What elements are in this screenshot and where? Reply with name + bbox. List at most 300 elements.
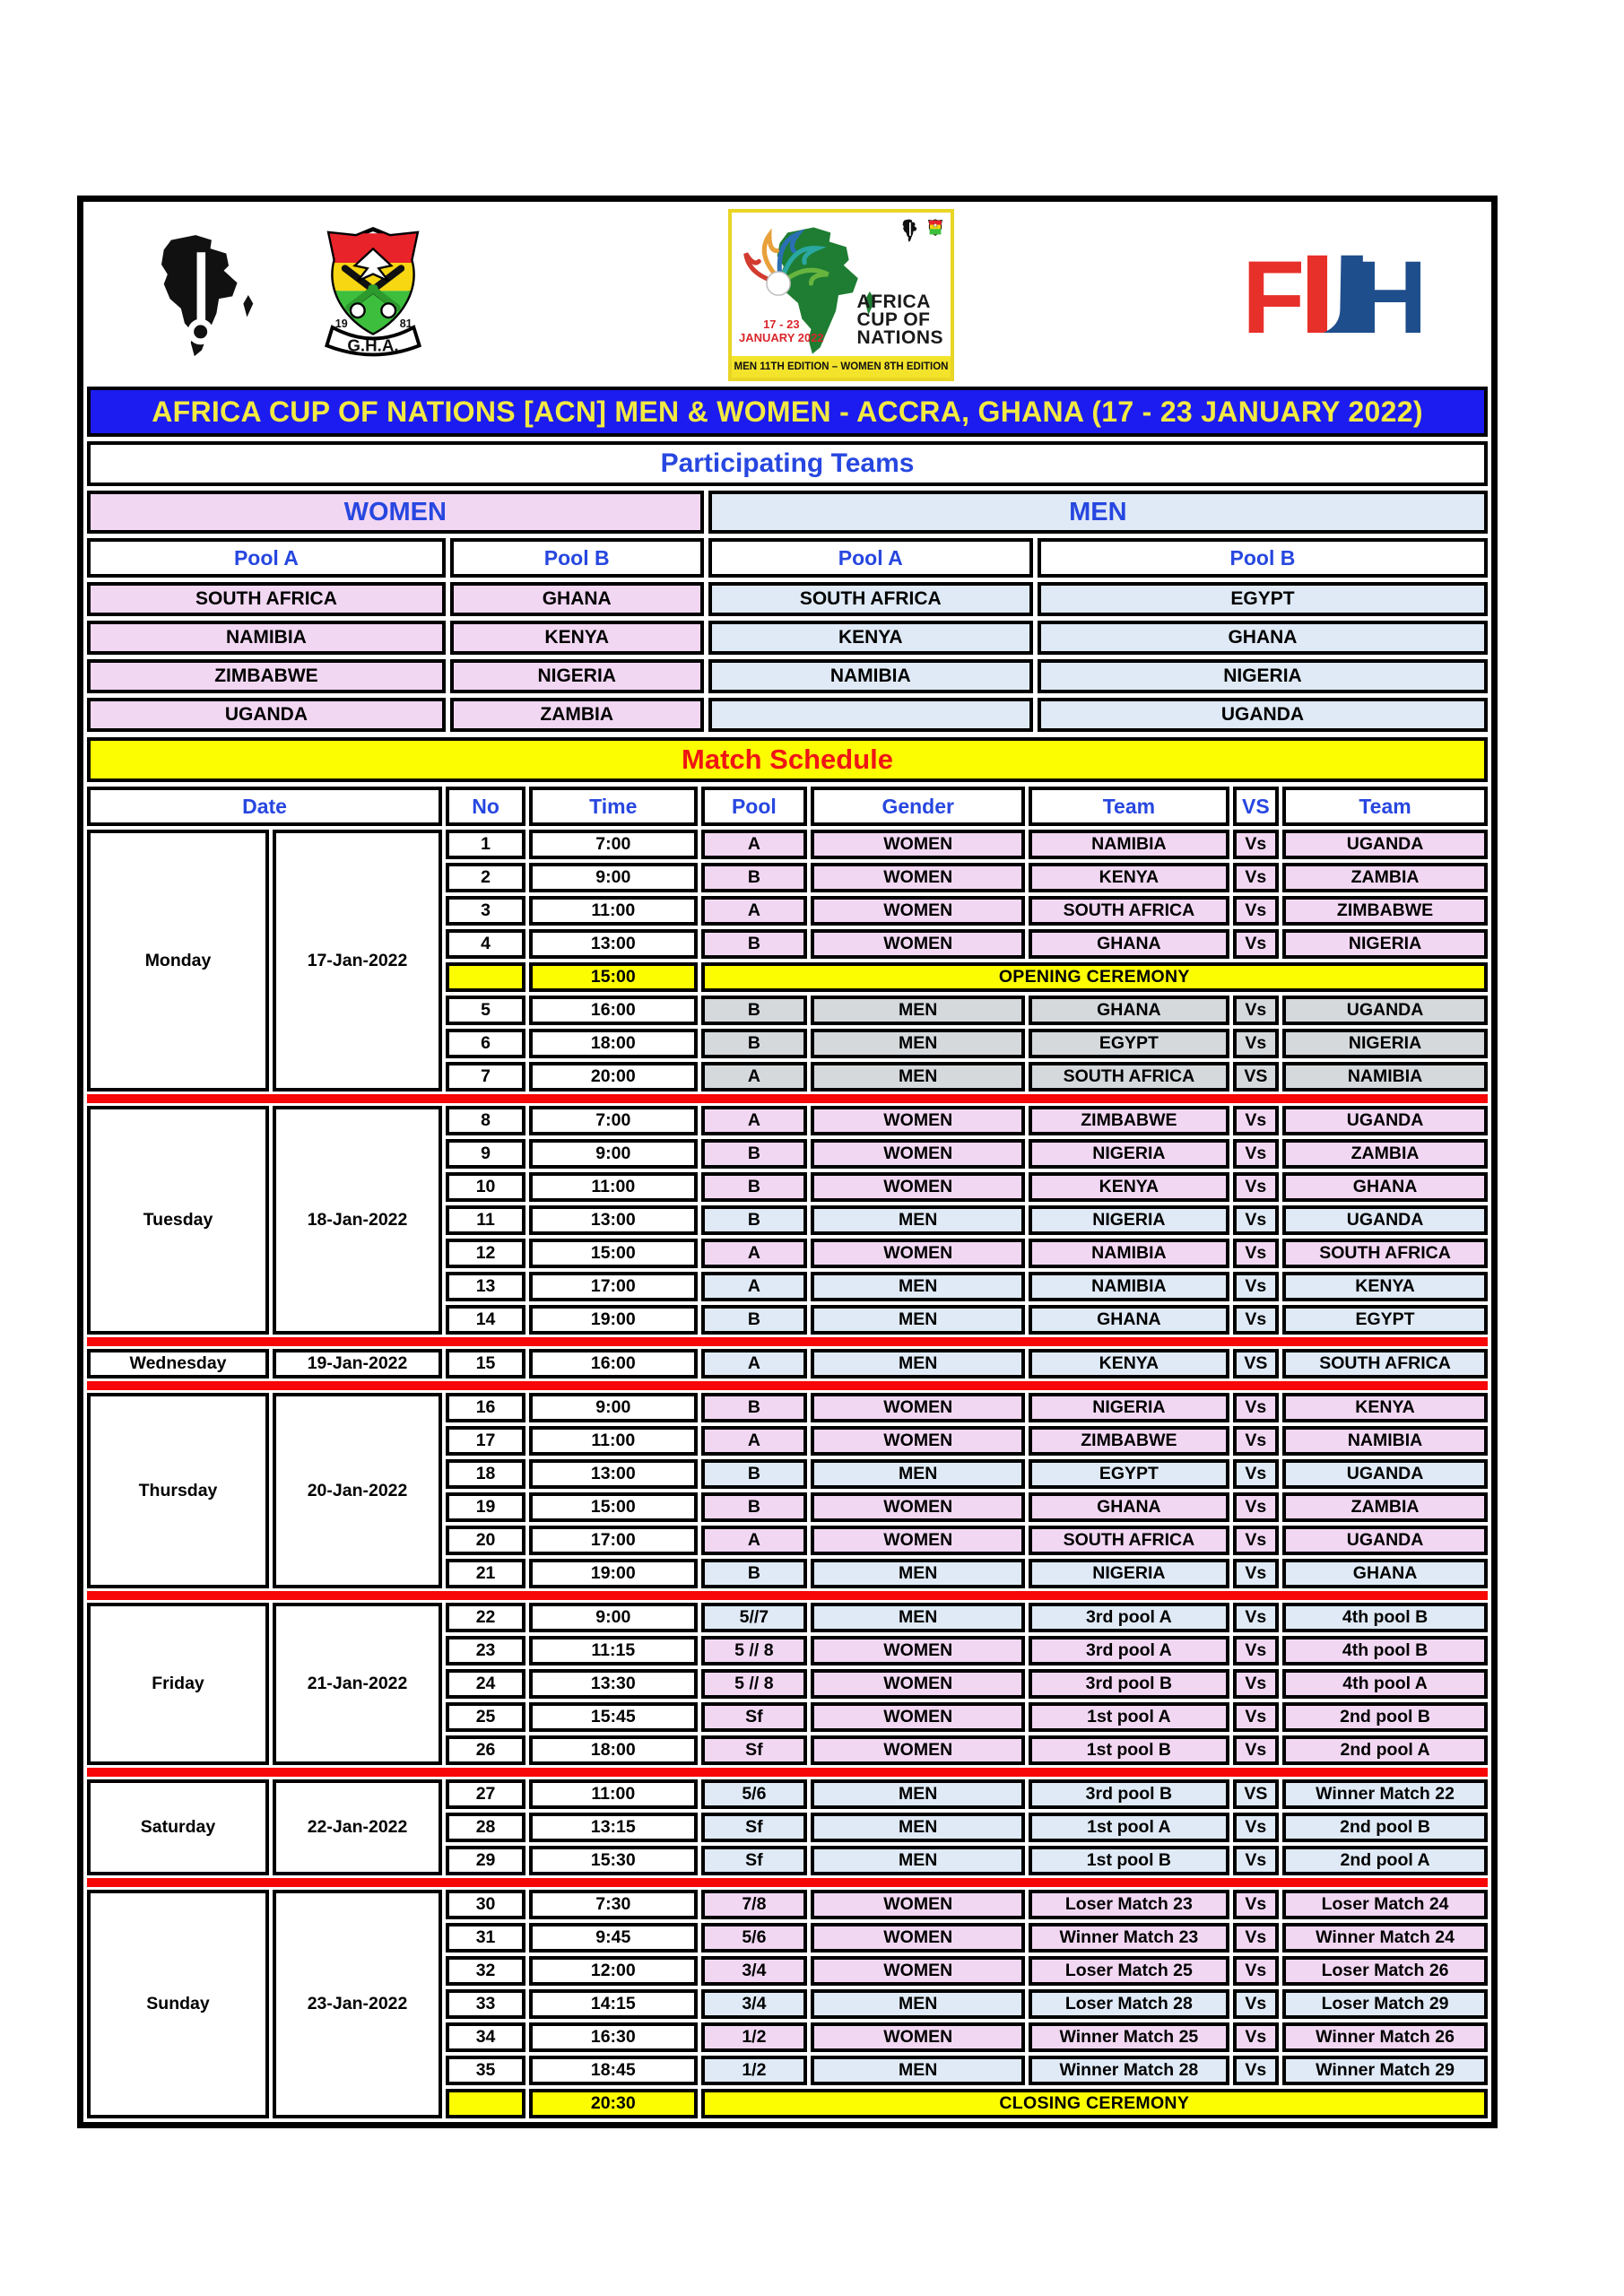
match-team-2: UGANDA bbox=[1282, 1205, 1488, 1235]
match-gender: WOMEN bbox=[811, 2022, 1025, 2052]
match-team-2: UGANDA bbox=[1282, 830, 1488, 859]
day-divider bbox=[87, 1878, 1488, 1887]
match-time: 13:00 bbox=[529, 1459, 697, 1489]
team-cell: NAMIBIA bbox=[708, 659, 1033, 693]
fih-logo-icon bbox=[1242, 241, 1430, 349]
match-time: 12:00 bbox=[529, 1956, 697, 1986]
match-gender: MEN bbox=[811, 996, 1025, 1025]
match-vs: Vs bbox=[1233, 1846, 1280, 1875]
match-gender: WOMEN bbox=[811, 1923, 1025, 1952]
day-group-thursday bbox=[87, 1393, 1488, 1588]
match-team-2: NIGERIA bbox=[1282, 929, 1488, 959]
day-group-wednesday bbox=[87, 1349, 1488, 1378]
match-time: 17:00 bbox=[529, 1526, 697, 1555]
match-team-2: 2nd pool A bbox=[1282, 1735, 1488, 1765]
match-pool: A bbox=[701, 1272, 808, 1301]
fih-letter-f: F bbox=[1242, 241, 1306, 349]
match-pool: 3/4 bbox=[701, 1989, 808, 2019]
match-time: 19:00 bbox=[529, 1305, 697, 1335]
match-vs: Vs bbox=[1233, 1393, 1280, 1422]
match-team-1: GHANA bbox=[1029, 1492, 1229, 1522]
team-cell: SOUTH AFRICA bbox=[87, 582, 446, 616]
acn-mini-crest-icon bbox=[925, 218, 945, 241]
match-vs: Vs bbox=[1233, 1459, 1280, 1489]
match-team-1: NAMIBIA bbox=[1029, 830, 1229, 859]
match-gender: MEN bbox=[811, 1779, 1025, 1809]
match-vs: Vs bbox=[1233, 1636, 1280, 1665]
team-cell: EGYPT bbox=[1038, 582, 1488, 616]
match-team-1: 1st pool A bbox=[1029, 1813, 1229, 1842]
match-gender: WOMEN bbox=[811, 1239, 1025, 1268]
match-team-1: EGYPT bbox=[1029, 1459, 1229, 1489]
day-divider bbox=[87, 1094, 1488, 1103]
gha-year-left: 19 bbox=[334, 317, 348, 330]
match-no: 14 bbox=[446, 1305, 525, 1335]
match-gender: WOMEN bbox=[811, 1426, 1025, 1456]
match-no: 13 bbox=[446, 1272, 525, 1301]
match-time: 9:00 bbox=[529, 1603, 697, 1632]
match-no: 16 bbox=[446, 1393, 525, 1422]
match-team-1: Winner Match 28 bbox=[1029, 2056, 1229, 2085]
match-vs: Vs bbox=[1233, 2056, 1280, 2085]
column-header-date: Date bbox=[87, 787, 442, 826]
team-cell: NAMIBIA bbox=[87, 621, 446, 655]
match-team-2: UGANDA bbox=[1282, 1459, 1488, 1489]
match-vs: Vs bbox=[1233, 996, 1280, 1025]
match-gender: MEN bbox=[811, 1989, 1025, 2019]
match-team-1: NIGERIA bbox=[1029, 1205, 1229, 1235]
participating-teams-table bbox=[87, 441, 1488, 732]
match-time: 18:45 bbox=[529, 2056, 697, 2085]
match-time: 13:15 bbox=[529, 1813, 697, 1842]
match-vs: Vs bbox=[1233, 1139, 1280, 1169]
match-vs: VS bbox=[1233, 1779, 1280, 1809]
match-no: 33 bbox=[446, 1989, 525, 2019]
match-team-2: GHANA bbox=[1282, 1172, 1488, 1202]
match-pool: Sf bbox=[701, 1702, 808, 1732]
match-vs: Vs bbox=[1233, 1526, 1280, 1555]
pool-header: Pool A bbox=[87, 538, 446, 578]
match-vs: Vs bbox=[1233, 1923, 1280, 1952]
day-name: Sunday bbox=[87, 1890, 269, 2118]
match-vs: VS bbox=[1233, 1349, 1280, 1378]
match-team-1: KENYA bbox=[1029, 1172, 1229, 1202]
match-pool: 5/6 bbox=[701, 1779, 808, 1809]
team-cell: ZIMBABWE bbox=[87, 659, 446, 693]
match-gender: MEN bbox=[811, 1603, 1025, 1632]
match-team-2: SOUTH AFRICA bbox=[1282, 1239, 1488, 1268]
match-vs: Vs bbox=[1233, 1559, 1280, 1588]
match-vs: Vs bbox=[1233, 1239, 1280, 1268]
match-vs: Vs bbox=[1233, 1989, 1280, 2019]
match-gender: WOMEN bbox=[811, 1526, 1025, 1555]
match-gender: WOMEN bbox=[811, 1956, 1025, 1986]
match-time: 15:00 bbox=[529, 1492, 697, 1522]
match-team-1: 1st pool A bbox=[1029, 1702, 1229, 1732]
match-no: 30 bbox=[446, 1890, 525, 1919]
match-no: 21 bbox=[446, 1559, 525, 1588]
day-date: 17-Jan-2022 bbox=[273, 830, 442, 1091]
match-team-2: 2nd pool B bbox=[1282, 1813, 1488, 1842]
team-cell bbox=[708, 698, 1033, 732]
match-pool: B bbox=[701, 1172, 808, 1202]
match-vs: VS bbox=[1233, 1062, 1280, 1091]
match-team-2: UGANDA bbox=[1282, 1526, 1488, 1555]
day-name: Monday bbox=[87, 830, 269, 1091]
match-pool: A bbox=[701, 1349, 808, 1378]
match-gender: WOMEN bbox=[811, 1669, 1025, 1699]
match-time: 11:00 bbox=[529, 1172, 697, 1202]
match-no: 4 bbox=[446, 929, 525, 959]
match-team-1: KENYA bbox=[1029, 1349, 1229, 1378]
match-team-2: UGANDA bbox=[1282, 996, 1488, 1025]
match-team-2: EGYPT bbox=[1282, 1305, 1488, 1335]
match-time: 15:30 bbox=[529, 1846, 697, 1875]
match-team-1: GHANA bbox=[1029, 996, 1229, 1025]
match-team-2: 2nd pool A bbox=[1282, 1846, 1488, 1875]
match-time: 16:00 bbox=[529, 1349, 697, 1378]
match-team-2: Loser Match 24 bbox=[1282, 1890, 1488, 1919]
match-vs: Vs bbox=[1233, 1702, 1280, 1732]
match-no: 34 bbox=[446, 2022, 525, 2052]
match-pool: A bbox=[701, 896, 808, 926]
match-no: 32 bbox=[446, 1956, 525, 1986]
match-team-2: Winner Match 22 bbox=[1282, 1779, 1488, 1809]
match-time: 7:00 bbox=[529, 830, 697, 859]
match-no: 9 bbox=[446, 1139, 525, 1169]
match-time: 20:00 bbox=[529, 1062, 697, 1091]
match-pool: B bbox=[701, 863, 808, 892]
match-team-1: NAMIBIA bbox=[1029, 1272, 1229, 1301]
match-team-2: Loser Match 26 bbox=[1282, 1956, 1488, 1986]
match-pool: B bbox=[701, 996, 808, 1025]
match-vs: Vs bbox=[1233, 1813, 1280, 1842]
gha-year-right: 81 bbox=[399, 317, 413, 330]
day-date: 18-Jan-2022 bbox=[273, 1106, 442, 1335]
match-time: 11:15 bbox=[529, 1636, 697, 1665]
match-team-2: 4th pool A bbox=[1282, 1669, 1488, 1699]
acn-title-line3: NATIONS bbox=[856, 327, 943, 349]
match-time: 19:00 bbox=[529, 1559, 697, 1588]
match-no: 12 bbox=[446, 1239, 525, 1268]
match-vs: Vs bbox=[1233, 1172, 1280, 1202]
match-team-1: Winner Match 25 bbox=[1029, 2022, 1229, 2052]
day-group-monday bbox=[87, 830, 1488, 1091]
match-time: 17:00 bbox=[529, 1272, 697, 1301]
match-team-2: Winner Match 29 bbox=[1282, 2056, 1488, 2085]
gha-crest-icon bbox=[306, 218, 440, 372]
match-team-2: NIGERIA bbox=[1282, 1029, 1488, 1058]
match-vs: Vs bbox=[1233, 830, 1280, 859]
match-gender: MEN bbox=[811, 1305, 1025, 1335]
match-schedule-body bbox=[87, 830, 1488, 2118]
match-pool: A bbox=[701, 1426, 808, 1456]
day-name: Saturday bbox=[87, 1779, 269, 1875]
match-no: 19 bbox=[446, 1492, 525, 1522]
document-title-bar: AFRICA CUP OF NATIONS [ACN] MEN & WOMEN - ACCRA, GHANA (17 - 23 JANUARY 2022) bbox=[87, 387, 1488, 437]
match-gender: WOMEN bbox=[811, 830, 1025, 859]
match-team-1: 1st pool B bbox=[1029, 1846, 1229, 1875]
match-team-1: Loser Match 25 bbox=[1029, 1956, 1229, 1986]
match-gender: WOMEN bbox=[811, 1636, 1025, 1665]
match-pool: A bbox=[701, 1239, 808, 1268]
match-pool: B bbox=[701, 1029, 808, 1058]
match-gender: MEN bbox=[811, 1205, 1025, 1235]
group-header-men: MEN bbox=[708, 491, 1488, 534]
ceremony-time: 20:30 bbox=[529, 2089, 697, 2118]
match-vs: Vs bbox=[1233, 1890, 1280, 1919]
day-group-saturday bbox=[87, 1779, 1488, 1875]
match-time: 13:30 bbox=[529, 1669, 697, 1699]
match-team-1: SOUTH AFRICA bbox=[1029, 896, 1229, 926]
ceremony-no-cell bbox=[446, 962, 525, 992]
match-team-1: 3rd pool B bbox=[1029, 1669, 1229, 1699]
match-team-2: GHANA bbox=[1282, 1559, 1488, 1588]
match-no: 24 bbox=[446, 1669, 525, 1699]
match-gender: WOMEN bbox=[811, 929, 1025, 959]
match-schedule-header-row bbox=[87, 787, 1488, 826]
match-gender: MEN bbox=[811, 1459, 1025, 1489]
match-time: 7:00 bbox=[529, 1106, 697, 1135]
match-gender: WOMEN bbox=[811, 1735, 1025, 1765]
acn-edition-strip: MEN 11TH EDITION – WOMEN 8TH EDITION bbox=[732, 354, 951, 378]
match-pool: 5/6 bbox=[701, 1923, 808, 1952]
match-pool: 5 // 8 bbox=[701, 1669, 808, 1699]
match-time: 18:00 bbox=[529, 1029, 697, 1058]
fih-letter-h: H bbox=[1352, 241, 1428, 349]
match-vs: Vs bbox=[1233, 2022, 1280, 2052]
ceremony-label: CLOSING CEREMONY bbox=[701, 2089, 1488, 2118]
day-date: 20-Jan-2022 bbox=[273, 1393, 442, 1588]
team-cell: UGANDA bbox=[1038, 698, 1488, 732]
match-gender: WOMEN bbox=[811, 1172, 1025, 1202]
match-team-1: NIGERIA bbox=[1029, 1139, 1229, 1169]
match-time: 11:00 bbox=[529, 1779, 697, 1809]
match-pool: A bbox=[701, 1106, 808, 1135]
match-no: 8 bbox=[446, 1106, 525, 1135]
match-time: 11:00 bbox=[529, 1426, 697, 1456]
match-gender: WOMEN bbox=[811, 1106, 1025, 1135]
match-team-1: NIGERIA bbox=[1029, 1559, 1229, 1588]
match-pool: Sf bbox=[701, 1813, 808, 1842]
pool-header: Pool A bbox=[708, 538, 1033, 578]
match-pool: Sf bbox=[701, 1846, 808, 1875]
match-team-2: UGANDA bbox=[1282, 1106, 1488, 1135]
match-team-2: KENYA bbox=[1282, 1393, 1488, 1422]
match-time: 13:00 bbox=[529, 1205, 697, 1235]
day-date: 23-Jan-2022 bbox=[273, 1890, 442, 2118]
match-team-1: SOUTH AFRICA bbox=[1029, 1526, 1229, 1555]
match-gender: WOMEN bbox=[811, 1702, 1025, 1732]
match-vs: Vs bbox=[1233, 1735, 1280, 1765]
match-pool: 5 // 8 bbox=[701, 1636, 808, 1665]
column-header-team: Team bbox=[1029, 787, 1229, 826]
match-team-1: ZIMBABWE bbox=[1029, 1426, 1229, 1456]
day-group-friday bbox=[87, 1603, 1488, 1765]
match-gender: MEN bbox=[811, 1349, 1025, 1378]
match-gender: MEN bbox=[811, 1813, 1025, 1842]
participating-teams-heading: Participating Teams bbox=[87, 441, 1488, 486]
match-pool: B bbox=[701, 1492, 808, 1522]
match-time: 9:00 bbox=[529, 1139, 697, 1169]
match-no: 26 bbox=[446, 1735, 525, 1765]
match-team-2: 4th pool B bbox=[1282, 1603, 1488, 1632]
match-time: 7:30 bbox=[529, 1890, 697, 1919]
match-pool: B bbox=[701, 1459, 808, 1489]
match-pool: A bbox=[701, 1526, 808, 1555]
match-no: 29 bbox=[446, 1846, 525, 1875]
pool-header: Pool B bbox=[450, 538, 704, 578]
day-name: Wednesday bbox=[87, 1349, 269, 1378]
match-team-1: 3rd pool A bbox=[1029, 1603, 1229, 1632]
match-team-2: ZAMBIA bbox=[1282, 1492, 1488, 1522]
ceremony-no-cell bbox=[446, 2089, 525, 2118]
match-vs: Vs bbox=[1233, 929, 1280, 959]
group-header-women: WOMEN bbox=[87, 491, 704, 534]
match-no: 7 bbox=[446, 1062, 525, 1091]
match-no: 1 bbox=[446, 830, 525, 859]
match-gender: WOMEN bbox=[811, 863, 1025, 892]
match-gender: WOMEN bbox=[811, 1139, 1025, 1169]
match-no: 6 bbox=[446, 1029, 525, 1058]
match-team-2: Loser Match 29 bbox=[1282, 1989, 1488, 2019]
match-gender: MEN bbox=[811, 1559, 1025, 1588]
day-group-tuesday bbox=[87, 1106, 1488, 1335]
match-team-1: KENYA bbox=[1029, 863, 1229, 892]
match-vs: Vs bbox=[1233, 896, 1280, 926]
match-no: 15 bbox=[446, 1349, 525, 1378]
acn-title-line1: AFRICA bbox=[856, 291, 931, 313]
match-pool: B bbox=[701, 1393, 808, 1422]
match-vs: Vs bbox=[1233, 863, 1280, 892]
match-team-1: NIGERIA bbox=[1029, 1393, 1229, 1422]
match-time: 15:45 bbox=[529, 1702, 697, 1732]
acn-title bbox=[857, 293, 943, 347]
match-team-2: ZAMBIA bbox=[1282, 863, 1488, 892]
match-vs: Vs bbox=[1233, 1272, 1280, 1301]
match-vs: Vs bbox=[1233, 1956, 1280, 1986]
match-gender: WOMEN bbox=[811, 1393, 1025, 1422]
match-pool: B bbox=[701, 1559, 808, 1588]
match-gender: WOMEN bbox=[811, 1890, 1025, 1919]
match-schedule-title: Match Schedule bbox=[87, 737, 1488, 782]
match-no: 35 bbox=[446, 2056, 525, 2085]
day-date: 22-Jan-2022 bbox=[273, 1779, 442, 1875]
team-cell: NIGERIA bbox=[1038, 659, 1488, 693]
match-team-2: SOUTH AFRICA bbox=[1282, 1349, 1488, 1378]
acn-dates-line2: JANUARY 2022 bbox=[739, 331, 824, 345]
team-cell: UGANDA bbox=[87, 698, 446, 732]
match-team-1: 3rd pool B bbox=[1029, 1779, 1229, 1809]
column-header-vs: VS bbox=[1233, 787, 1280, 826]
schedule-document bbox=[77, 196, 1498, 2128]
match-time: 14:15 bbox=[529, 1989, 697, 2019]
match-team-2: Winner Match 26 bbox=[1282, 2022, 1488, 2052]
column-header-time: Time bbox=[529, 787, 697, 826]
match-no: 11 bbox=[446, 1205, 525, 1235]
match-team-1: Loser Match 28 bbox=[1029, 1989, 1229, 2019]
ceremony-time: 15:00 bbox=[529, 962, 697, 992]
match-pool: 1/2 bbox=[701, 2022, 808, 2052]
match-pool: A bbox=[701, 1062, 808, 1091]
acn-mini-africa-icon bbox=[899, 218, 922, 243]
match-no: 10 bbox=[446, 1172, 525, 1202]
match-gender: MEN bbox=[811, 1846, 1025, 1875]
acn-title-line2: CUP OF bbox=[856, 309, 931, 331]
match-vs: Vs bbox=[1233, 1426, 1280, 1456]
team-cell: KENYA bbox=[450, 621, 704, 655]
match-no: 25 bbox=[446, 1702, 525, 1732]
match-gender: MEN bbox=[811, 1062, 1025, 1091]
match-time: 16:00 bbox=[529, 996, 697, 1025]
match-no: 23 bbox=[446, 1636, 525, 1665]
match-team-1: SOUTH AFRICA bbox=[1029, 1062, 1229, 1091]
match-no: 31 bbox=[446, 1923, 525, 1952]
day-date: 19-Jan-2022 bbox=[273, 1349, 442, 1378]
team-cell: KENYA bbox=[708, 621, 1033, 655]
match-time: 15:00 bbox=[529, 1239, 697, 1268]
match-team-2: KENYA bbox=[1282, 1272, 1488, 1301]
match-no: 17 bbox=[446, 1426, 525, 1456]
match-team-2: ZAMBIA bbox=[1282, 1139, 1488, 1169]
column-header-team-2: Team bbox=[1282, 787, 1488, 826]
day-date: 21-Jan-2022 bbox=[273, 1603, 442, 1765]
day-group-sunday bbox=[87, 1890, 1488, 2118]
match-pool: B bbox=[701, 1205, 808, 1235]
column-header-gender: Gender bbox=[811, 787, 1025, 826]
match-no: 28 bbox=[446, 1813, 525, 1842]
match-vs: Vs bbox=[1233, 1669, 1280, 1699]
match-no: 2 bbox=[446, 863, 525, 892]
match-time: 9:00 bbox=[529, 863, 697, 892]
logo-band bbox=[87, 205, 1488, 385]
match-no: 22 bbox=[446, 1603, 525, 1632]
match-time: 9:00 bbox=[529, 1393, 697, 1422]
match-time: 16:30 bbox=[529, 2022, 697, 2052]
team-cell: SOUTH AFRICA bbox=[708, 582, 1033, 616]
match-no: 5 bbox=[446, 996, 525, 1025]
gha-banner-text: G.H.A. bbox=[347, 335, 399, 355]
day-divider bbox=[87, 1337, 1488, 1346]
acn-mini-logos bbox=[899, 218, 945, 243]
team-cell: GHANA bbox=[1038, 621, 1488, 655]
acn-tournament-logo bbox=[728, 209, 954, 381]
match-vs: Vs bbox=[1233, 1492, 1280, 1522]
match-team-1: 3rd pool A bbox=[1029, 1636, 1229, 1665]
match-gender: MEN bbox=[811, 1272, 1025, 1301]
match-team-1: GHANA bbox=[1029, 1305, 1229, 1335]
day-divider bbox=[87, 1768, 1488, 1777]
acn-dates-line1: 17 - 23 bbox=[763, 317, 800, 332]
day-divider bbox=[87, 1591, 1488, 1600]
team-cell: NIGERIA bbox=[450, 659, 704, 693]
match-pool: 7/8 bbox=[701, 1890, 808, 1919]
match-team-2: NAMIBIA bbox=[1282, 1062, 1488, 1091]
match-team-2: 4th pool B bbox=[1282, 1636, 1488, 1665]
team-cell: ZAMBIA bbox=[450, 698, 704, 732]
match-team-2: 2nd pool B bbox=[1282, 1702, 1488, 1732]
match-time: 18:00 bbox=[529, 1735, 697, 1765]
match-pool: B bbox=[701, 1305, 808, 1335]
match-no: 3 bbox=[446, 896, 525, 926]
ceremony-label: OPENING CEREMONY bbox=[701, 962, 1488, 992]
match-pool: A bbox=[701, 830, 808, 859]
day-name: Friday bbox=[87, 1603, 269, 1765]
match-vs: Vs bbox=[1233, 1305, 1280, 1335]
match-gender: WOMEN bbox=[811, 1492, 1025, 1522]
match-team-2: NAMIBIA bbox=[1282, 1426, 1488, 1456]
match-no: 20 bbox=[446, 1526, 525, 1555]
